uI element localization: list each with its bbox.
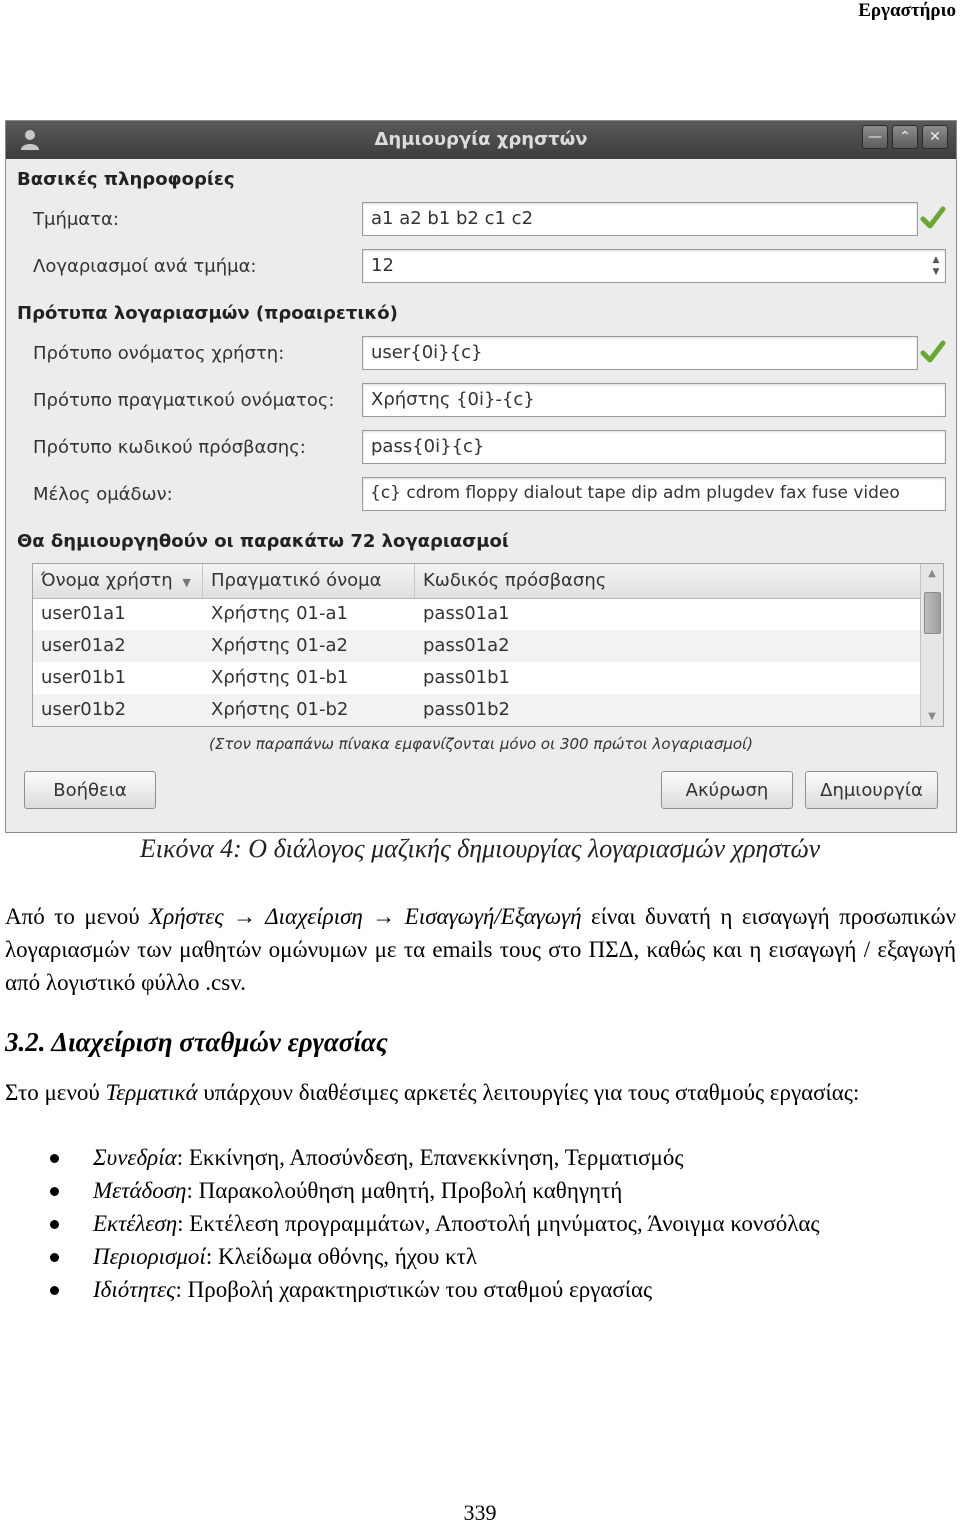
- spin-arrows-icon[interactable]: ▲ ▼: [932, 255, 940, 277]
- departments-input[interactable]: a1 a2 b1 b2 c1 c2: [362, 202, 918, 236]
- bullet-icon: [50, 1220, 59, 1229]
- list-item: Περιορισμοί: Κλείδωμα οθόνης, ήχου κτλ: [0, 1240, 956, 1273]
- paragraph-workstations: Στο μενού Τερματικά υπάρχουν διαθέσιμες αρκετές λειτουργίες για τους σταθμούς εργασίας:: [5, 1080, 860, 1105]
- table-row[interactable]: user01b1 Χρήστης 01-b1 pass01b1: [41, 667, 510, 688]
- help-button[interactable]: Βοήθεια: [24, 771, 156, 809]
- column-header-username[interactable]: Όνομα χρήστη ▼: [33, 564, 203, 598]
- accounts-table[interactable]: [32, 563, 944, 727]
- list-item: Εκτέλεση: Εκτέλεση προγραμμάτων, Αποστολή μηνύματος, Άνοιγμα κονσόλας: [0, 1207, 956, 1240]
- create-button[interactable]: Δημιουργία: [805, 771, 938, 809]
- section-basic-info: Βασικές πληροφορίες: [17, 169, 235, 190]
- scroll-down-icon[interactable]: ▼: [928, 711, 936, 722]
- table-row[interactable]: user01b2 Χρήστης 01-b2 pass01b2: [33, 694, 921, 726]
- accounts-per-dept-label: Λογαριασμοί ανά τμήμα:: [33, 256, 257, 277]
- section-heading: 3.2. Διαχείριση σταθμών εργασίας: [5, 1027, 388, 1057]
- column-header-realname[interactable]: Πραγματικό όνομα: [203, 564, 415, 598]
- realname-template-input[interactable]: Χρήστης {0i}-{c}: [362, 383, 946, 417]
- bullet-list: [0, 1141, 956, 1306]
- menu-name: Τερματικά: [105, 1080, 198, 1105]
- minimize-icon[interactable]: —: [862, 125, 888, 149]
- list-item: Μετάδοση: Παρακολούθηση μαθητή, Προβολή καθηγητή: [0, 1174, 956, 1207]
- section-templates: Πρότυπα λογαριασμών (προαιρετικό): [17, 303, 398, 324]
- password-template-label: Πρότυπο κωδικού πρόσβασης:: [33, 437, 306, 458]
- section-preview: Θα δημιουργηθούν οι παρακάτω 72 λογαριασμοί: [17, 531, 509, 552]
- dialog-titlebar[interactable]: [6, 121, 956, 159]
- accounts-per-dept-spinbox[interactable]: 12: [362, 249, 946, 283]
- table-row[interactable]: user01a1 Χρήστης 01-a1 pass01a1: [41, 603, 510, 624]
- menu-path: Χρήστες → Διαχείριση → Εισαγωγή/Εξαγωγή: [149, 904, 582, 929]
- valid-check-icon: [920, 205, 946, 231]
- table-header: [33, 564, 921, 599]
- groups-label: Μέλος ομάδων:: [33, 484, 173, 505]
- list-item: Συνεδρία: Εκκίνηση, Αποσύνδεση, Επανεκκίνηση, Τερματισμός: [0, 1141, 956, 1174]
- password-template-input[interactable]: pass{0i}{c}: [362, 430, 946, 464]
- groups-input[interactable]: {c} cdrom floppy dialout tape dip adm plugdev fax fuse video: [362, 477, 946, 511]
- dialog-title: Δημιουργία χρηστών: [374, 129, 588, 150]
- username-template-label: Πρότυπο ονόματος χρήστη:: [33, 343, 285, 364]
- valid-check-icon: [920, 339, 946, 365]
- table-scrollbar[interactable]: [920, 564, 943, 726]
- username-template-input[interactable]: user{0i}{c}: [362, 336, 918, 370]
- table-row[interactable]: user01a2 Χρήστης 01-a2 pass01a2: [33, 630, 921, 662]
- sort-desc-icon: ▼: [182, 576, 191, 589]
- bullet-icon: [50, 1154, 59, 1163]
- column-header-password[interactable]: Κωδικός πρόσβασης: [423, 570, 607, 591]
- maximize-icon[interactable]: ⌃: [892, 125, 918, 149]
- departments-label: Τμήματα:: [33, 209, 119, 230]
- bullet-icon: [50, 1253, 59, 1262]
- realname-template-label: Πρότυπο πραγματικού ονόματος:: [33, 390, 335, 411]
- page-number: 339: [463, 1500, 497, 1525]
- create-users-dialog: [5, 120, 957, 833]
- page-header: Εργαστήριο: [858, 0, 956, 21]
- bullet-icon: [50, 1187, 59, 1196]
- cancel-button[interactable]: Ακύρωση: [661, 771, 793, 809]
- figure-caption: Εικόνα 4: Ο διάλογος μαζικής δημιουργίας λογαριασμών χρηστών: [139, 834, 821, 863]
- scroll-up-icon[interactable]: ▲: [928, 568, 936, 579]
- scroll-thumb[interactable]: [924, 592, 941, 634]
- table-note: (Στον παραπάνω πίνακα εμφανίζονται μόνο οι 300 πρώτοι λογαριασμοί): [209, 735, 753, 753]
- list-item: Ιδιότητες: Προβολή χαρακτηριστικών του σταθμού εργασίας: [0, 1273, 956, 1306]
- close-icon[interactable]: ✕: [922, 125, 948, 149]
- paragraph-import: Από το μενού Χρήστες → Διαχείριση → Εισαγωγή/Εξαγωγή είναι δυνατή η εισαγωγή προσωπικών λογαριασμών των μαθητών ομώνυμων με τα emails τους στο ΠΣΔ, καθώς και η εισαγωγή / εξαγωγή από λογιστικό φύλλο .csv.: [5, 904, 956, 995]
- bullet-icon: [50, 1286, 59, 1295]
